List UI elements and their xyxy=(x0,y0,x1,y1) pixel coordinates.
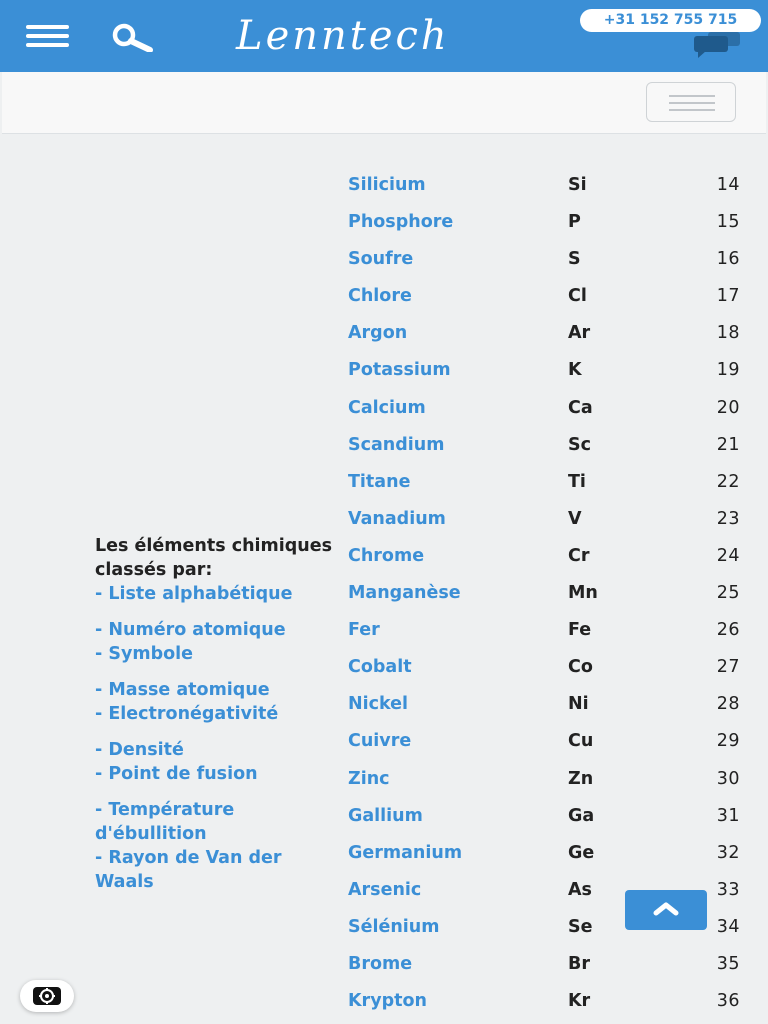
element-symbol: Br xyxy=(568,953,590,974)
element-name-link[interactable]: Krypton xyxy=(348,991,427,1012)
atomic-number: 31 xyxy=(716,805,740,826)
menu-icon-line xyxy=(26,34,69,38)
atomic-number: 24 xyxy=(716,545,740,566)
sort-link-atomic-number[interactable]: - Numéro atomique xyxy=(95,620,286,640)
element-symbol: Kr xyxy=(568,991,591,1012)
atomic-number: 25 xyxy=(716,583,740,604)
atomic-number: 30 xyxy=(716,768,740,789)
element-name-link[interactable]: Vanadium xyxy=(348,508,446,529)
sort-link-atomic-mass[interactable]: - Masse atomique xyxy=(95,680,270,700)
toggle-line xyxy=(669,102,715,104)
element-symbol: Mn xyxy=(568,583,598,604)
table-row xyxy=(348,723,748,760)
table-row xyxy=(348,798,748,835)
atomic-number: 20 xyxy=(716,397,740,418)
table-row xyxy=(348,315,748,352)
scroll-to-top-button[interactable] xyxy=(625,890,707,930)
table-row xyxy=(348,204,748,241)
gear-icon xyxy=(20,980,74,1012)
table-row xyxy=(348,686,748,723)
sidebar-title: Les éléments chimiques classés par: xyxy=(95,536,333,580)
table-row xyxy=(348,241,748,278)
element-name-link[interactable]: Fer xyxy=(348,620,380,641)
element-symbol: P xyxy=(568,212,581,233)
table-row xyxy=(348,167,748,204)
element-symbol: Ti xyxy=(568,471,586,492)
lenntech-logo[interactable]: Lenntech xyxy=(236,13,450,59)
table-row xyxy=(348,761,748,798)
element-symbol: Ga xyxy=(568,805,595,826)
element-name-link[interactable]: Soufre xyxy=(348,249,414,270)
element-name-link[interactable]: Chlore xyxy=(348,286,412,307)
table-row xyxy=(348,278,748,315)
atomic-number: 28 xyxy=(716,694,740,715)
table-row xyxy=(348,612,748,649)
toggle-line xyxy=(669,95,715,97)
element-name-link[interactable]: Sélénium xyxy=(348,916,440,937)
table-row xyxy=(348,390,748,427)
element-symbol: K xyxy=(568,360,582,381)
atomic-number: 17 xyxy=(716,286,740,307)
search-icon-graphic xyxy=(108,22,154,52)
element-name-link[interactable]: Brome xyxy=(348,953,413,974)
element-symbol: Si xyxy=(568,175,587,195)
element-symbol: Cr xyxy=(568,545,590,566)
element-symbol: Ar xyxy=(568,323,591,344)
sort-link-alphabetical[interactable]: - Liste alphabétique xyxy=(95,584,293,604)
atomic-number: 36 xyxy=(716,991,740,1012)
atomic-number: 29 xyxy=(716,731,740,752)
element-name-link[interactable]: Calcium xyxy=(348,397,426,418)
cookie-settings-button[interactable] xyxy=(20,980,74,1012)
element-symbol: Zn xyxy=(568,768,594,789)
element-symbol: Fe xyxy=(568,620,592,641)
atomic-number: 16 xyxy=(716,249,740,270)
element-name-link[interactable]: Arsenic xyxy=(348,879,422,900)
search-icon[interactable] xyxy=(108,22,154,52)
atomic-number: 21 xyxy=(716,434,740,455)
sort-link-symbol[interactable]: - Symbole xyxy=(95,644,194,664)
element-name-link[interactable]: Chrome xyxy=(348,545,425,566)
atomic-number: 14 xyxy=(716,175,740,195)
menu-icon[interactable] xyxy=(26,25,70,49)
element-name-link[interactable]: Manganèse xyxy=(348,583,461,604)
element-name-link[interactable]: Germanium xyxy=(348,842,463,863)
element-name-link[interactable]: Cuivre xyxy=(348,731,412,752)
element-symbol: Cu xyxy=(568,731,594,752)
menu-icon-line xyxy=(26,43,69,47)
element-symbol: V xyxy=(568,508,582,529)
atomic-number: 22 xyxy=(716,471,740,492)
table-row xyxy=(348,946,748,983)
element-name-link[interactable]: Titane xyxy=(348,471,411,492)
element-sort-sidebar xyxy=(95,534,335,894)
table-row xyxy=(348,352,748,389)
element-name-link[interactable]: Gallium xyxy=(348,805,423,826)
element-name-link[interactable]: Silicium xyxy=(348,175,426,195)
element-symbol: Ni xyxy=(568,694,589,715)
atomic-number: 26 xyxy=(716,620,740,641)
element-symbol: Sc xyxy=(568,434,591,455)
table-row xyxy=(348,501,748,538)
sort-link-boiling-point[interactable]: - Température d'ébullition xyxy=(95,800,235,844)
atomic-number: 34 xyxy=(716,916,740,937)
element-symbol: As xyxy=(568,879,592,900)
site-header xyxy=(0,0,768,72)
sort-link-electronegativity[interactable]: - Electronégativité xyxy=(95,704,279,724)
table-row xyxy=(348,464,748,501)
element-name-link[interactable]: Cobalt xyxy=(348,657,412,678)
atomic-number: 32 xyxy=(716,842,740,863)
element-name-link[interactable]: Scandium xyxy=(348,434,445,455)
element-name-link[interactable]: Nickel xyxy=(348,694,409,715)
element-symbol: S xyxy=(568,249,581,270)
atomic-number: 35 xyxy=(716,953,740,974)
chat-icon[interactable] xyxy=(692,32,742,58)
element-symbol: Se xyxy=(568,916,593,937)
element-symbol: Ge xyxy=(568,842,595,863)
element-name-link[interactable]: Argon xyxy=(348,323,408,344)
hamburger-toggle-icon[interactable] xyxy=(646,82,736,122)
table-row xyxy=(348,538,748,575)
chevron-up-icon xyxy=(625,890,707,930)
atomic-number: 19 xyxy=(716,360,740,381)
table-row xyxy=(348,427,748,464)
sort-link-melting-point[interactable]: - Point de fusion xyxy=(95,764,258,784)
table-row xyxy=(348,649,748,686)
element-name-link[interactable]: Phosphore xyxy=(348,212,454,233)
table-row xyxy=(348,835,748,872)
element-symbol: Cl xyxy=(568,286,587,307)
phone-number[interactable]: +31 152 755 715 xyxy=(580,9,761,32)
element-name-link[interactable]: Potassium xyxy=(348,360,451,381)
toggle-line xyxy=(669,109,715,111)
sort-link-van-der-waals-radius[interactable]: - Rayon de Van der Waals xyxy=(95,848,282,892)
sort-link-density[interactable]: - Densité xyxy=(95,740,184,760)
element-symbol: Ca xyxy=(568,397,593,418)
table-row xyxy=(348,983,748,1020)
atomic-number: 18 xyxy=(716,323,740,344)
menu-icon-line xyxy=(26,25,69,29)
atomic-number: 33 xyxy=(716,879,740,900)
sub-navbar xyxy=(2,72,766,134)
atomic-number: 23 xyxy=(716,508,740,529)
element-name-link[interactable]: Zinc xyxy=(348,768,390,789)
atomic-number: 15 xyxy=(716,212,740,233)
table-row xyxy=(348,575,748,612)
atomic-number: 27 xyxy=(716,657,740,678)
element-symbol: Co xyxy=(568,657,593,678)
chat-icon-graphic xyxy=(692,32,742,58)
